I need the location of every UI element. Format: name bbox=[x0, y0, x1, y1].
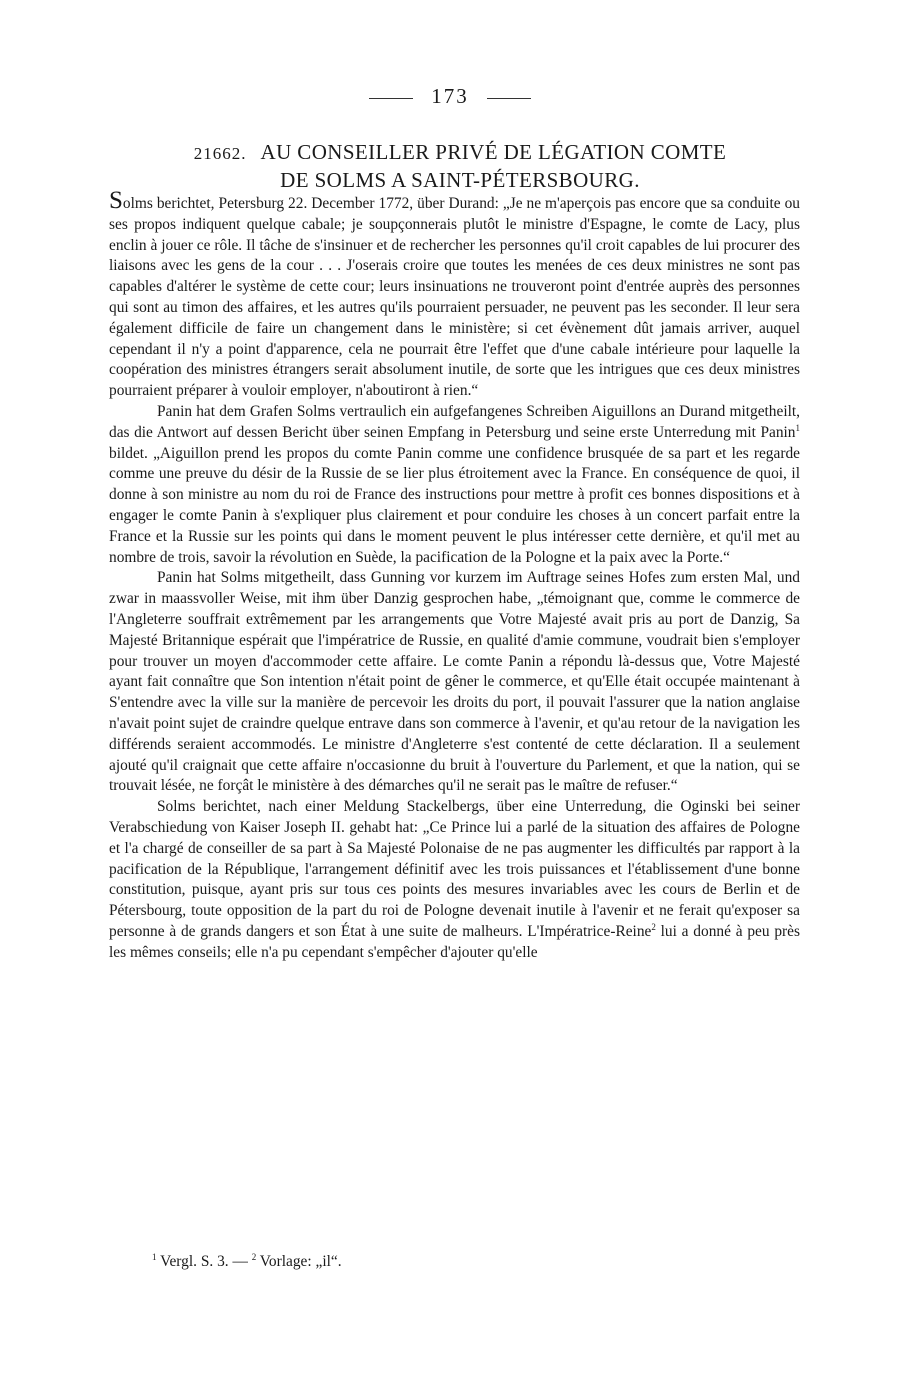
document-number: 21662. bbox=[193, 144, 247, 163]
page-number bbox=[0, 84, 900, 109]
paragraph-2-text-b: bildet. „Aiguillon prend les propos du comte Panin comme une confidence brusquée de sa part et les regarde comme une preuve du désir de la Russie de se lier plus étroitement avec la France. En conséquence de quoi, il donne à son ministre au nom du roi de France des instructions pour mettre à profit ces bonnes dispositions et à engager le comte Panin à s'expliquer plus clairement et pour conduire les choses à un concert parfait entre la France et la Russie sur les points qui dans le moment peuvent le plus intéresser cette dernière, et qu'il met au nombre de trois, savoir la révolution en Suède, la pacification de la Pologne et la paix avec la Porte.“ bbox=[109, 444, 800, 566]
footnote-marker-1: 1 bbox=[152, 1251, 157, 1262]
page-number-rule-right bbox=[487, 98, 531, 99]
paragraph-4-text-b: lui a donné à peu près les mêmes conseils; elle n'a pu cependant s'empêcher d'ajouter qu'elle bbox=[109, 922, 800, 961]
paragraph-3-text: Panin hat Solms mitgetheilt, dass Gunning vor kurzem im Auftrage seines Hofes zum ersten Mal, und zwar in maassvoller Weise, mit ihm über Danzig gesprochen habe, „témoignant que, comme le commerce de l'Angleterre souffrait extrêmement par les arrangements que Votre Majesté avait pris au port de Danzig, Sa Majesté Britannique espérait que l'impératrice de Russie, en qualité d'amie commune, voudrait bien s'employer pour trouver un moyen d'accommoder cette affaire. Le comte Panin a répondu là-dessus que, Votre Majesté ayant fait connaître que Son intention n'était point de gêner le commerce, et qu'Elle était occupée maintenant à S'entendre avec la ville sur la manière de percevoir les droits du port, il pouvait l'assurer que la nation anglaise n'avait point sujet de craindre quelque entrave dans son commerce à l'avenir, et qu'au retour de la navigation les différends seraient accommodés. Le ministre d'Angleterre s'est contenté de cette déclaration. Il a seulement ajouté qu'il craignait que cette affaire n'occasionne du bruit à l'ouverture du Parlement, et que la nation, qui se trouvait lésée, ne forçât le ministère à des démarches qu'il ne serait pas le maître de refuser.“ bbox=[109, 569, 800, 795]
footnote-marker-2: 2 bbox=[251, 1251, 257, 1262]
document-heading bbox=[140, 139, 780, 193]
paragraph-4-text-a: Solms berichtet, nach einer Meldung Stackelbergs, über eine Unterredung, die Oginski bei seiner Verabschiedung von Kaiser Joseph II. gehabt hat: „Ce Prince lui a parlé de la situation des affaires de Pologne et l'a chargé de conseiller de sa part à Sa Majesté Polonaise de ne pas augmenter les difficultés par rapport à la pacification de la République, l'arrangement définitif avec les trois puissances et l'établissement d'une bonne constitution, puisque, ayant pris sur tous ces points des mesures invariables avec les cours de Berlin et de Pétersbourg, toute opposition de la part du roi de Pologne devenait inutile à l'avenir et ne ferait qu'exposer sa personne à de grands dangers et son État à une suite de malheurs. L'Impératrice-Reine bbox=[109, 798, 800, 940]
paragraph-4 bbox=[109, 797, 800, 963]
paragraph-3 bbox=[109, 568, 800, 797]
paragraph-2-text-a: Panin hat dem Grafen Solms vertraulich ein aufgefangenes Schreiben Aiguillons an Durand mitgetheilt, das die Antwort auf dessen Bericht über seinen Empfang in Petersburg und seine erste Unterredung mit Panin bbox=[109, 402, 800, 441]
footnote-ref-2: 2 bbox=[651, 921, 656, 932]
paragraph-1-text: olms berichtet, Petersburg 22. December 1772, über Durand: „Je ne m'aperçois pas encore que sa conduite ou ses propos indiquent quelque cabale; je soupçonnerais plutôt le ministre d'Espagne, le comte de Lacy, plus enclin à jouer ce rôle. Il tâche de s'insinuer et de rechercher les personnes qu'il croit capables de lui procurer des liaisons avec les gens de la cour . . . J'oserais croire que toutes les menées de ces deux ministres ne sont pas capables d'altérer le système de cette cour; leurs insinuations ne trouveront point d'entrée auprès des personnes qui sont au timon des affaires, et les autres qu'ils pourraient persuader, ne peuvent pas les seconder. Il leur sera également difficile de faire un changement dans le ministère; si cet évènement dût jamais arriver, auquel cependant il n'y a point d'apparence, cela ne pourrait être l'effet que d'une cabale intérieure pour laquelle la coopération des ministres étrangers serait absolument inutile, de sorte que les intrigues que ces deux ministres pourraient préparer à vouloir employer, n'aboutiront à rien.“ bbox=[109, 195, 800, 400]
footnote-text-2: Vorlage: „il“. bbox=[256, 1253, 342, 1270]
footnotes bbox=[152, 1252, 802, 1272]
heading-title-line-1: AU CONSEILLER PRIVÉ DE LÉGATION COMTE bbox=[260, 140, 727, 164]
body-text bbox=[109, 187, 800, 963]
paragraph-1 bbox=[109, 187, 800, 402]
page-number-rule-left bbox=[369, 98, 413, 99]
heading-title-line-2: DE SOLMS A SAINT-PÉTERSBOURG. bbox=[280, 168, 640, 192]
page-number-text: 173 bbox=[431, 84, 469, 108]
paragraph-2 bbox=[109, 402, 800, 568]
footnote-ref-1: 1 bbox=[795, 422, 800, 433]
heading-line-1 bbox=[140, 139, 780, 167]
footnote-text-1: Vergl. S. 3. — bbox=[156, 1253, 252, 1270]
drop-capital: S bbox=[109, 187, 123, 214]
